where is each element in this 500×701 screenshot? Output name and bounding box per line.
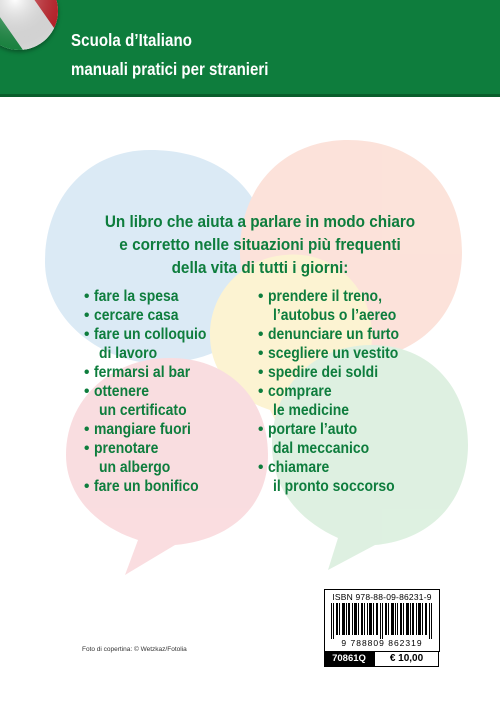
- bullet-icon: •: [84, 307, 90, 324]
- list-item: • fare un bonifico: [84, 478, 199, 495]
- isbn-label: ISBN 978-88-09-86231-9: [332, 592, 432, 602]
- list-item: • portare l’auto dal meccanico: [258, 421, 370, 457]
- bullet-icon: •: [84, 440, 90, 457]
- list-item: • prenotare un albergo: [84, 440, 171, 476]
- list-item: • ottenere un certificato: [84, 383, 187, 419]
- intro-text: [80, 210, 440, 279]
- bullet-icon: •: [258, 288, 264, 305]
- intro-line: e corretto nelle situazioni più frequenti: [119, 235, 401, 254]
- bullet-icon: •: [258, 364, 264, 381]
- bullet-icon: •: [84, 326, 90, 343]
- list-item: • spedire dei soldi: [258, 364, 378, 381]
- barcode-digits: 9 788809 862319: [341, 638, 423, 648]
- series-title: Scuola d’Italiano: [71, 30, 193, 50]
- bullet-icon: •: [258, 421, 264, 438]
- product-code: 70861Q: [324, 651, 374, 667]
- list-item: • comprare le medicine: [258, 383, 349, 419]
- intro-line: Un libro che aiuta a parlare in modo chiaro: [104, 212, 416, 231]
- bullet-icon: •: [84, 288, 90, 305]
- list-item: • mangiare fuori: [84, 421, 191, 438]
- bullet-icon: •: [258, 345, 264, 362]
- topics-list-right: [258, 287, 413, 496]
- intro-line: della vita di tutti i giorni:: [171, 258, 349, 277]
- list-item: • fare un colloquio di lavoro: [84, 326, 207, 362]
- list-item: • prendere il treno, l’autobus o l’aereo: [258, 288, 397, 324]
- bullet-icon: •: [258, 459, 264, 476]
- list-item: • fermarsi al bar: [84, 364, 190, 381]
- topics-list-left: [84, 287, 219, 496]
- photo-credit: Foto di copertina: © Wetzkaz/Fotolia: [82, 646, 187, 653]
- list-item: • scegliere un vestito: [258, 345, 399, 362]
- price-label: € 10,00: [374, 651, 439, 667]
- list-item: • fare la spesa: [84, 288, 179, 305]
- bullet-icon: •: [84, 364, 90, 381]
- series-subtitle: manuali pratici per stranieri: [71, 59, 269, 79]
- bullet-icon: •: [258, 326, 264, 343]
- barcode-box: [324, 589, 440, 652]
- bullet-icon: •: [84, 421, 90, 438]
- bullet-icon: •: [258, 383, 264, 400]
- bullet-icon: •: [84, 383, 90, 400]
- bullet-icon: •: [84, 478, 90, 495]
- list-item: • cercare casa: [84, 307, 179, 324]
- list-item: • denunciare un furto: [258, 326, 399, 343]
- list-item: • chiamare il pronto soccorso: [258, 459, 395, 495]
- barcode-icon: [329, 603, 435, 639]
